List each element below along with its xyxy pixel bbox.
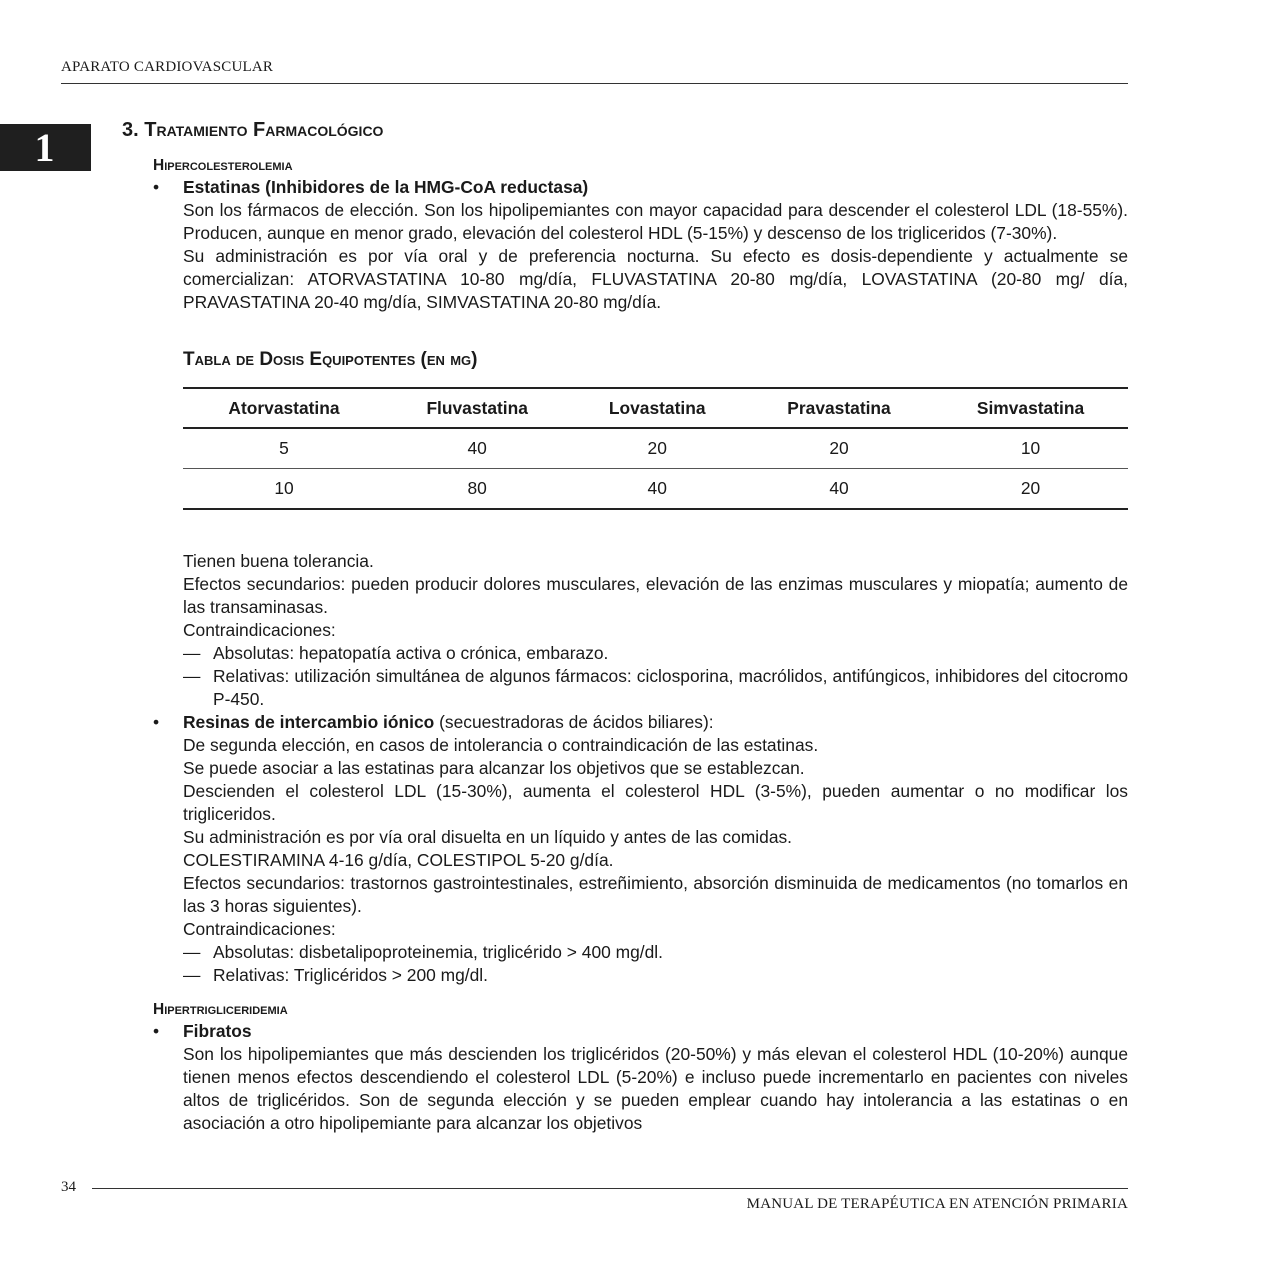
table-cell: 5 [183,428,385,469]
absolutas-text: Absolutas: hepatopatía activa o crónica, embarazo. [213,643,609,663]
dash-item [153,941,1128,964]
resinas-line: Efectos secundarios: trastornos gastrointestinales, estreñimiento, absorción disminuida de medicamentos (no tomarlos en las 3 horas siguientes). [183,873,1128,916]
relativas-text: Relativas: utilización simultánea de algunos fármacos: ciclosporina, macrólidos, antifúngicos, inhibidores del citocromo P-450. [213,666,1128,709]
section-number: 3. [122,119,139,141]
relativas-text: Relativas: Triglicéridos > 200 mg/dl. [213,965,488,985]
table-cell: 20 [745,428,933,469]
resinas-line: Descienden el colesterol LDL (15-30%), aumenta el colesterol HDL (3-5%), pueden aumentar o no modificar los trigliceridos. [183,781,1128,824]
tolerancia-text: Tienen buena tolerancia. [183,551,374,571]
chapter-number: 1 [34,125,55,170]
resinas-title-rest: (secuestradoras de ácidos biliares): [434,712,714,732]
table-cell: 20 [569,428,745,469]
bullet-mark: • [153,1021,160,1041]
bullet-mark: • [153,712,160,732]
absolutas-text: Absolutas: disbetalipoproteinemia, triglicérido > 400 mg/dl. [213,942,663,962]
table-cell: 10 [183,469,385,510]
running-footer: MANUAL DE TERAPÉUTICA EN ATENCIÓN PRIMARIA [746,1196,1128,1212]
dash-item [153,964,1128,987]
table-cell: 40 [385,428,569,469]
table-title: Tabla de Dosis Equipotentes (en mg) [183,349,478,370]
dash-mark: — [183,965,201,985]
bullet-fibratos [153,1020,1128,1135]
header-rule [61,83,1128,84]
efectos-text: Efectos secundarios: pueden producir dolores musculares, elevación de las enzimas musculares y miopatía; aumento de las transaminasas. [183,574,1128,617]
resinas-line: Se puede asociar a las estatinas para alcanzar los objetivos que se establezcan. [183,758,805,778]
dash-item [153,642,1128,665]
running-header: APARATO CARDIOVASCULAR [61,59,274,75]
table-cell: 20 [933,469,1128,510]
resinas-line: De segunda elección, en casos de intolerancia o contraindicación de las estatinas. [183,735,819,755]
table-cell: 80 [385,469,569,510]
table-header-cell: Lovastatina [569,388,745,428]
resinas-title: Resinas de intercambio iónico [183,712,435,732]
dash-mark: — [183,666,201,686]
table-header-cell: Pravastatina [745,388,933,428]
resinas-line: COLESTIRAMINA 4-16 g/día, COLESTIPOL 5-20 g/día. [183,850,614,870]
page-content [153,156,1128,1135]
dash-item [153,665,1128,711]
section-title [122,119,383,142]
table-header-cell: Fluvastatina [385,388,569,428]
dash-mark: — [183,942,201,962]
dash-mark: — [183,643,201,663]
chapter-tab [0,124,91,171]
table-row [183,469,1128,510]
resinas-line: Su administración es por vía oral disuelta en un líquido y antes de las comidas. [183,827,793,847]
bullet-resinas [153,711,1128,941]
estatinas-paragraph-1: Son los fármacos de elección. Son los hipolipemiantes con mayor capacidad para descender el colesterol LDL (18-55%). Producen, aunque en menor grado, elevación del colesterol HDL (5-15%) y descenso de los trigliceridos (7-30%). [183,200,1128,243]
bullet-estatinas [153,176,1128,314]
section-title-text: Tratamiento Farmacológico [144,119,384,141]
estatinas-title: Estatinas (Inhibidores de la HMG-CoA reductasa) [183,177,589,197]
fibratos-paragraph: Son los hipolipemiantes que más descienden los triglicéridos (20-50%) y más elevan el colesterol HDL (10-20%) aunque tienen menos efectos descendiendo el colesterol LDL (5-20%) e incluso puede incrementarlo en pacientes con niveles altos de triglicéridos. Son de segunda elección y se pueden emplear cuando hay intolerancia a las estatinas o en asociación a otro hipolipemiante para alcanzar los objetivos [183,1044,1128,1133]
table-cell: 40 [569,469,745,510]
contraindicaciones-label: Contraindicaciones: [183,620,336,640]
subhead-hipertrigliceridemia: Hipertrigliceridemia [153,1001,288,1018]
table-header-cell: Simvastatina [933,388,1128,428]
bullet-mark: • [153,177,160,197]
dose-table [183,387,1128,510]
table-row [183,428,1128,469]
subhead-hipercolesterolemia: Hipercolesterolemia [153,157,293,174]
fibratos-title: Fibratos [183,1021,252,1041]
table-header-cell: Atorvastatina [183,388,385,428]
contraindicaciones-label: Contraindicaciones: [183,919,336,939]
table-cell: 10 [933,428,1128,469]
footer-rule [92,1188,1128,1189]
table-cell: 40 [745,469,933,510]
table-header-row [183,388,1128,428]
resinas-heading [183,711,1128,734]
estatinas-paragraph-2: Su administración es por vía oral y de preferencia nocturna. Su efecto es dosis-dependiente y actualmente se comercializan: ATORVASTATINA 10-80 mg/día, FLUVASTATINA 20-80 mg/día, LOVASTATINA (20-80 mg/ día, PRAVASTATINA 20-40 mg/día, SIMVASTATINA 20-80 mg/día. [183,246,1128,312]
page-number: 34 [61,1179,76,1195]
estatinas-notes [153,550,1128,711]
